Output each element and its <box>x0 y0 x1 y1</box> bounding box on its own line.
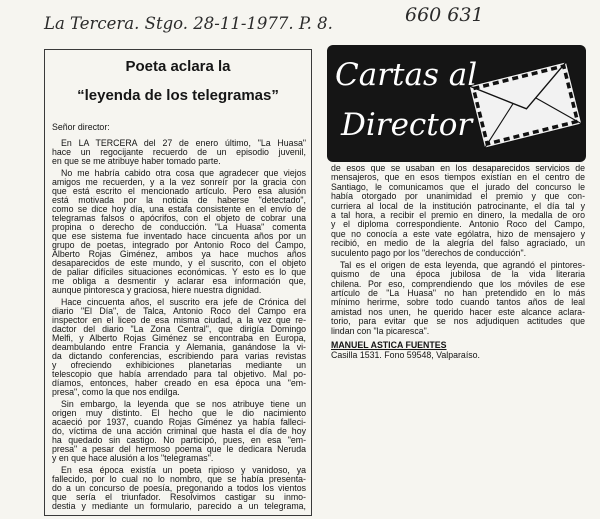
text-line: deambulando entre Francia y Alemania, ganándose la vi- <box>52 342 306 352</box>
left-text-column <box>52 139 306 511</box>
text-line: lindan con "la picaresca". <box>331 325 430 336</box>
paragraph <box>52 169 306 295</box>
salutation: Señor director: <box>52 122 110 132</box>
text-line: chilena. Por eso, comprendiendo que los móviles de ese <box>331 278 585 289</box>
text-line: curriera al local de la institución patrocinante, el día tal y <box>331 200 585 211</box>
paragraph <box>331 261 585 336</box>
text-line: está motivada por la noticia de haberse "detectado", <box>52 195 306 205</box>
paragraph <box>52 139 306 166</box>
text-line: como se dice hoy día, una estafa consistente en el envío de <box>52 204 306 214</box>
section-title-line1: Cartas al <box>335 57 478 93</box>
text-line: da dictando conferencias, escribiendo para varias revistas <box>52 351 306 361</box>
text-line: do, víctima de una acción criminal que hasta el día de hoy <box>52 426 306 436</box>
paragraph <box>331 164 585 258</box>
text-line: inspector en el liceo de esa misma ciudad, a la vez que re- <box>52 315 306 325</box>
text-line: artículo de "La Huasa" no han pretendido en lo más <box>331 288 585 299</box>
text-line: torio, para evitar que se nos adjudiquen actitudes que <box>331 316 585 327</box>
text-line: suculento pago por los "derechos de conducción". <box>331 247 527 258</box>
text-line: díamos, entonces, haber creado en esa época una "em- <box>52 378 306 388</box>
text-line: telegramas falsos o apócrifos, con el objeto de cobrar una <box>52 213 306 223</box>
text-line: que sería el triunfador. Resolvimos castigar su inmo- <box>52 492 306 502</box>
paragraph <box>52 298 306 397</box>
text-line: do a un concurso de poesía, pregonando a todos los vientos <box>52 483 306 493</box>
text-line: En esa época existía un poeta ripioso y vanidoso, ya <box>61 465 306 475</box>
section-header <box>327 45 586 162</box>
text-line: quismo de una época jubilosa de la vida literaria <box>331 269 585 280</box>
paragraph <box>52 400 306 463</box>
text-line: presa", como la que nos endilga. <box>52 387 180 397</box>
text-line: diario "El Día", de Talca, Antonio Roco del Campo era <box>52 306 306 316</box>
text-line: mínimo herirme, sobre todo cuando tantos años de leal <box>331 297 585 308</box>
text-line: amigos me recuerden, y a la vez sonreír por la gracia con <box>52 177 306 187</box>
text-line: desaparecidos de este mundo, y el suscrito, con el objeto <box>52 258 306 268</box>
text-line: hace un regocijante recuerdo de un episodio juvenil, <box>52 147 306 157</box>
text-line: dactor del diario "La Zona Central", que dirigía Domingo <box>52 324 306 334</box>
right-text-column <box>331 164 585 360</box>
paragraph <box>52 466 306 511</box>
text-line: En LA TERCERA del 27 de enero último, "La Huasa" <box>61 138 306 148</box>
text-line: que ese sistema fue inventado hace cincuenta años por un <box>52 231 306 241</box>
text-line: ha quedado sin castigo. No participó, pues, en esa "em- <box>52 435 306 445</box>
text-line: que no conocía a este vate ególatra, hizo de mensajero y <box>331 228 585 239</box>
text-line: grupo de poetas, integrado por Antonio Roco del Campo, <box>52 240 306 250</box>
text-line: y ofreciendo exhibiciones planetarias mediante un <box>52 360 306 370</box>
text-line: mensajeros, que en esos tiempos existían en el centro de <box>331 172 585 183</box>
text-line: recibió, en medio de la alegría del falso agraciado, un <box>331 238 585 249</box>
headline-line2: “leyenda de los telegramas” <box>77 87 279 104</box>
text-line: telescopio que había arrendado para tal objetivo. Mal po- <box>52 369 306 379</box>
text-line: y el diploma correspondiente. Antonio Roco del Campo, <box>331 219 585 230</box>
text-line: Tal es el origen de esta leyenda, que agrandó el pintores- <box>340 259 585 270</box>
envelope-icon <box>467 49 583 157</box>
text-line: de paliar difíciles situaciones económicas. Y esto es lo que <box>52 267 306 277</box>
text-line: aunque pintoresca y graciosa, hiere nuestra dignidad. <box>52 285 262 295</box>
text-line: Sin embargo, la leyenda que se nos atribuye tiene un <box>61 399 306 409</box>
text-line: Santiago, le comunicamos que el jurado del concurso le <box>331 181 585 192</box>
text-line: acaeció por 1937, cuando Rojas Giménez ya había falleci- <box>52 417 306 427</box>
text-line: No me habría cabido otra cosa que agradecer que viejos <box>61 168 306 178</box>
headline-line1: Poeta aclara la <box>125 58 231 75</box>
text-line: presa" a pesar del hermoso poema que le dedicara Neruda <box>52 444 306 454</box>
section-title-line2: Director <box>341 107 473 143</box>
text-line: Hace cincuenta años, el suscrito era jefe de Crónica del <box>61 297 306 307</box>
sender-address: Casilla 1531. Fono 59548, Valparaíso. <box>331 350 480 361</box>
text-line: Melfi, y Alberto Rojas Giménez se encontraba en Europa, <box>52 333 306 343</box>
text-line: de esos que se usaban en los desaparecidos servicios de <box>331 163 585 173</box>
text-line: me obliga a desmentir y aclarar esa información que, <box>52 276 306 286</box>
text-line: amistad nos unen, he querido hacer este alcance aclara- <box>331 306 585 317</box>
handwritten-source-note: La Tercera. Stgo. 28-11-1977. P. 8. <box>44 14 333 33</box>
text-line: en que se me atribuye haber tomado parte. <box>52 156 221 166</box>
text-line: Alberto Rojas Giménez, ambos ya hace muchos años <box>52 249 306 259</box>
text-line: y en que hace alusión a los "telegramas". <box>52 453 214 463</box>
text-line: destia y mediante un formulario, parecido a un telegrama, <box>52 501 306 511</box>
text-line: que está escrito el mencionado artículo. Pero esa alusión <box>52 186 306 196</box>
handwritten-catalog-number: 660 631 <box>405 4 484 26</box>
text-line: había otorgado por unanimidad el premio y que con- <box>331 191 585 202</box>
text-line: a tal hora, a recibir el premio en dinero, la medalla de oro <box>331 209 585 220</box>
text-line: fallecido, por lo cual no lo nombro, que se había presenta- <box>52 474 306 484</box>
text-line: origen muy distinto. El hecho que le dio nacimiento <box>52 408 306 418</box>
signature: MANUEL ASTICA FUENTES <box>331 340 447 351</box>
text-line: propina o derecho de conducción. "La Huasa" comenta <box>52 222 306 232</box>
